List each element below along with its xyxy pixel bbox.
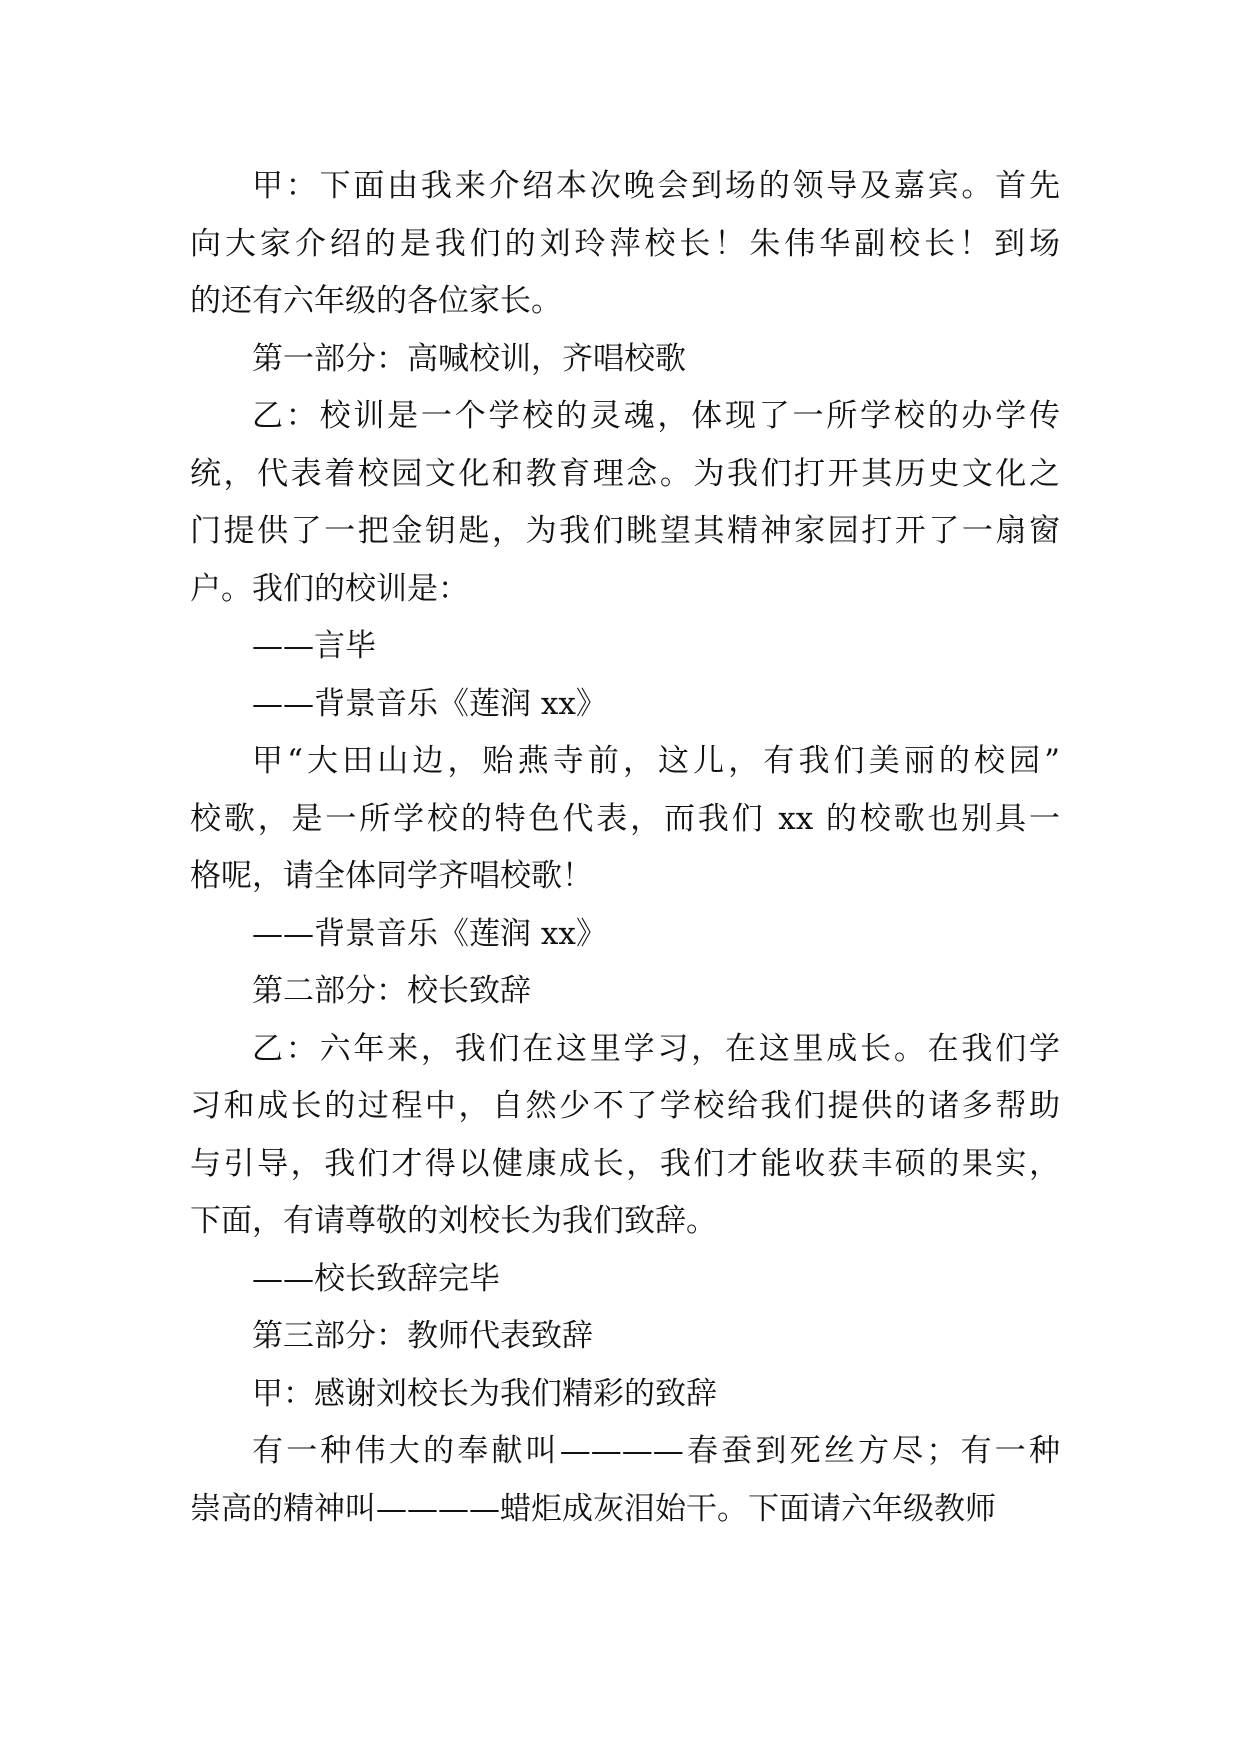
paragraph <box>190 676 1060 734</box>
paragraph-line: 第三部分：教师代表致辞 <box>252 1318 593 1354</box>
paragraph-line: 甲“大田山边，贻燕寺前，这儿，有我们美丽的校园” <box>252 743 1060 779</box>
paragraph-line: 户。我们的校训是： <box>190 570 469 607</box>
document-body <box>190 158 1060 1538</box>
paragraph-line: 甲：下面由我来介绍本次晚会到场的领导及嘉宾。首先 <box>252 168 1060 204</box>
paragraph-line: 第一部分：高喊校训，齐唱校歌 <box>252 340 686 377</box>
paragraph-line: 甲：感谢刘校长为我们精彩的致辞 <box>252 1375 717 1412</box>
paragraph <box>190 1308 1060 1366</box>
paragraph-line: ——背景音乐《莲润 xx》 <box>252 685 607 722</box>
paragraph-line: 格呢，请全体同学齐唱校歌！ <box>190 858 593 894</box>
paragraph-line: 校歌，是一所学校的特色代表，而我们 xx 的校歌也别具一 <box>190 800 1060 837</box>
paragraph <box>190 158 1060 331</box>
paragraph <box>190 1021 1060 1251</box>
paragraph-line: 乙：六年来，我们在这里学习，在这里成长。在我们学 <box>252 1030 1060 1067</box>
paragraph <box>190 331 1060 389</box>
paragraph-line: 下面，有请尊敬的刘校长为我们致辞。 <box>190 1203 717 1239</box>
paragraph <box>190 388 1060 618</box>
paragraph-line: 的还有六年级的各位家长。 <box>190 283 562 319</box>
paragraph-line: 与引导，我们才得以健康成长，我们才能收获丰硕的果实， <box>190 1145 1060 1182</box>
paragraph <box>190 1366 1060 1424</box>
paragraph <box>190 1423 1060 1538</box>
paragraph-line: ——背景音乐《莲润 xx》 <box>252 915 607 952</box>
paragraph-line: 崇高的精神叫————蜡炬成灰泪始干。下面请六年级教师 <box>190 1490 996 1527</box>
paragraph <box>190 618 1060 676</box>
paragraph <box>190 1251 1060 1309</box>
paragraph-line: 习和成长的过程中，自然少不了学校给我们提供的诸多帮助 <box>190 1088 1060 1124</box>
paragraph-line: 有一种伟大的奉献叫————春蚕到死丝方尽；有一种 <box>252 1433 1060 1469</box>
paragraph <box>190 906 1060 964</box>
paragraph-line: ——言毕 <box>252 628 376 664</box>
paragraph-line: 统，代表着校园文化和教育理念。为我们打开其历史文化之 <box>190 455 1060 492</box>
paragraph-line: 乙：校训是一个学校的灵魂，体现了一所学校的办学传 <box>252 398 1060 434</box>
paragraph <box>190 733 1060 906</box>
paragraph <box>190 963 1060 1021</box>
paragraph-line: 门提供了一把金钥匙，为我们眺望其精神家园打开了一扇窗 <box>190 513 1060 549</box>
paragraph-line: 第二部分：校长致辞 <box>252 973 531 1009</box>
paragraph-line: 向大家介绍的是我们的刘玲萍校长！朱伟华副校长！到场 <box>190 225 1060 262</box>
paragraph-line: ——校长致辞完毕 <box>252 1260 500 1297</box>
